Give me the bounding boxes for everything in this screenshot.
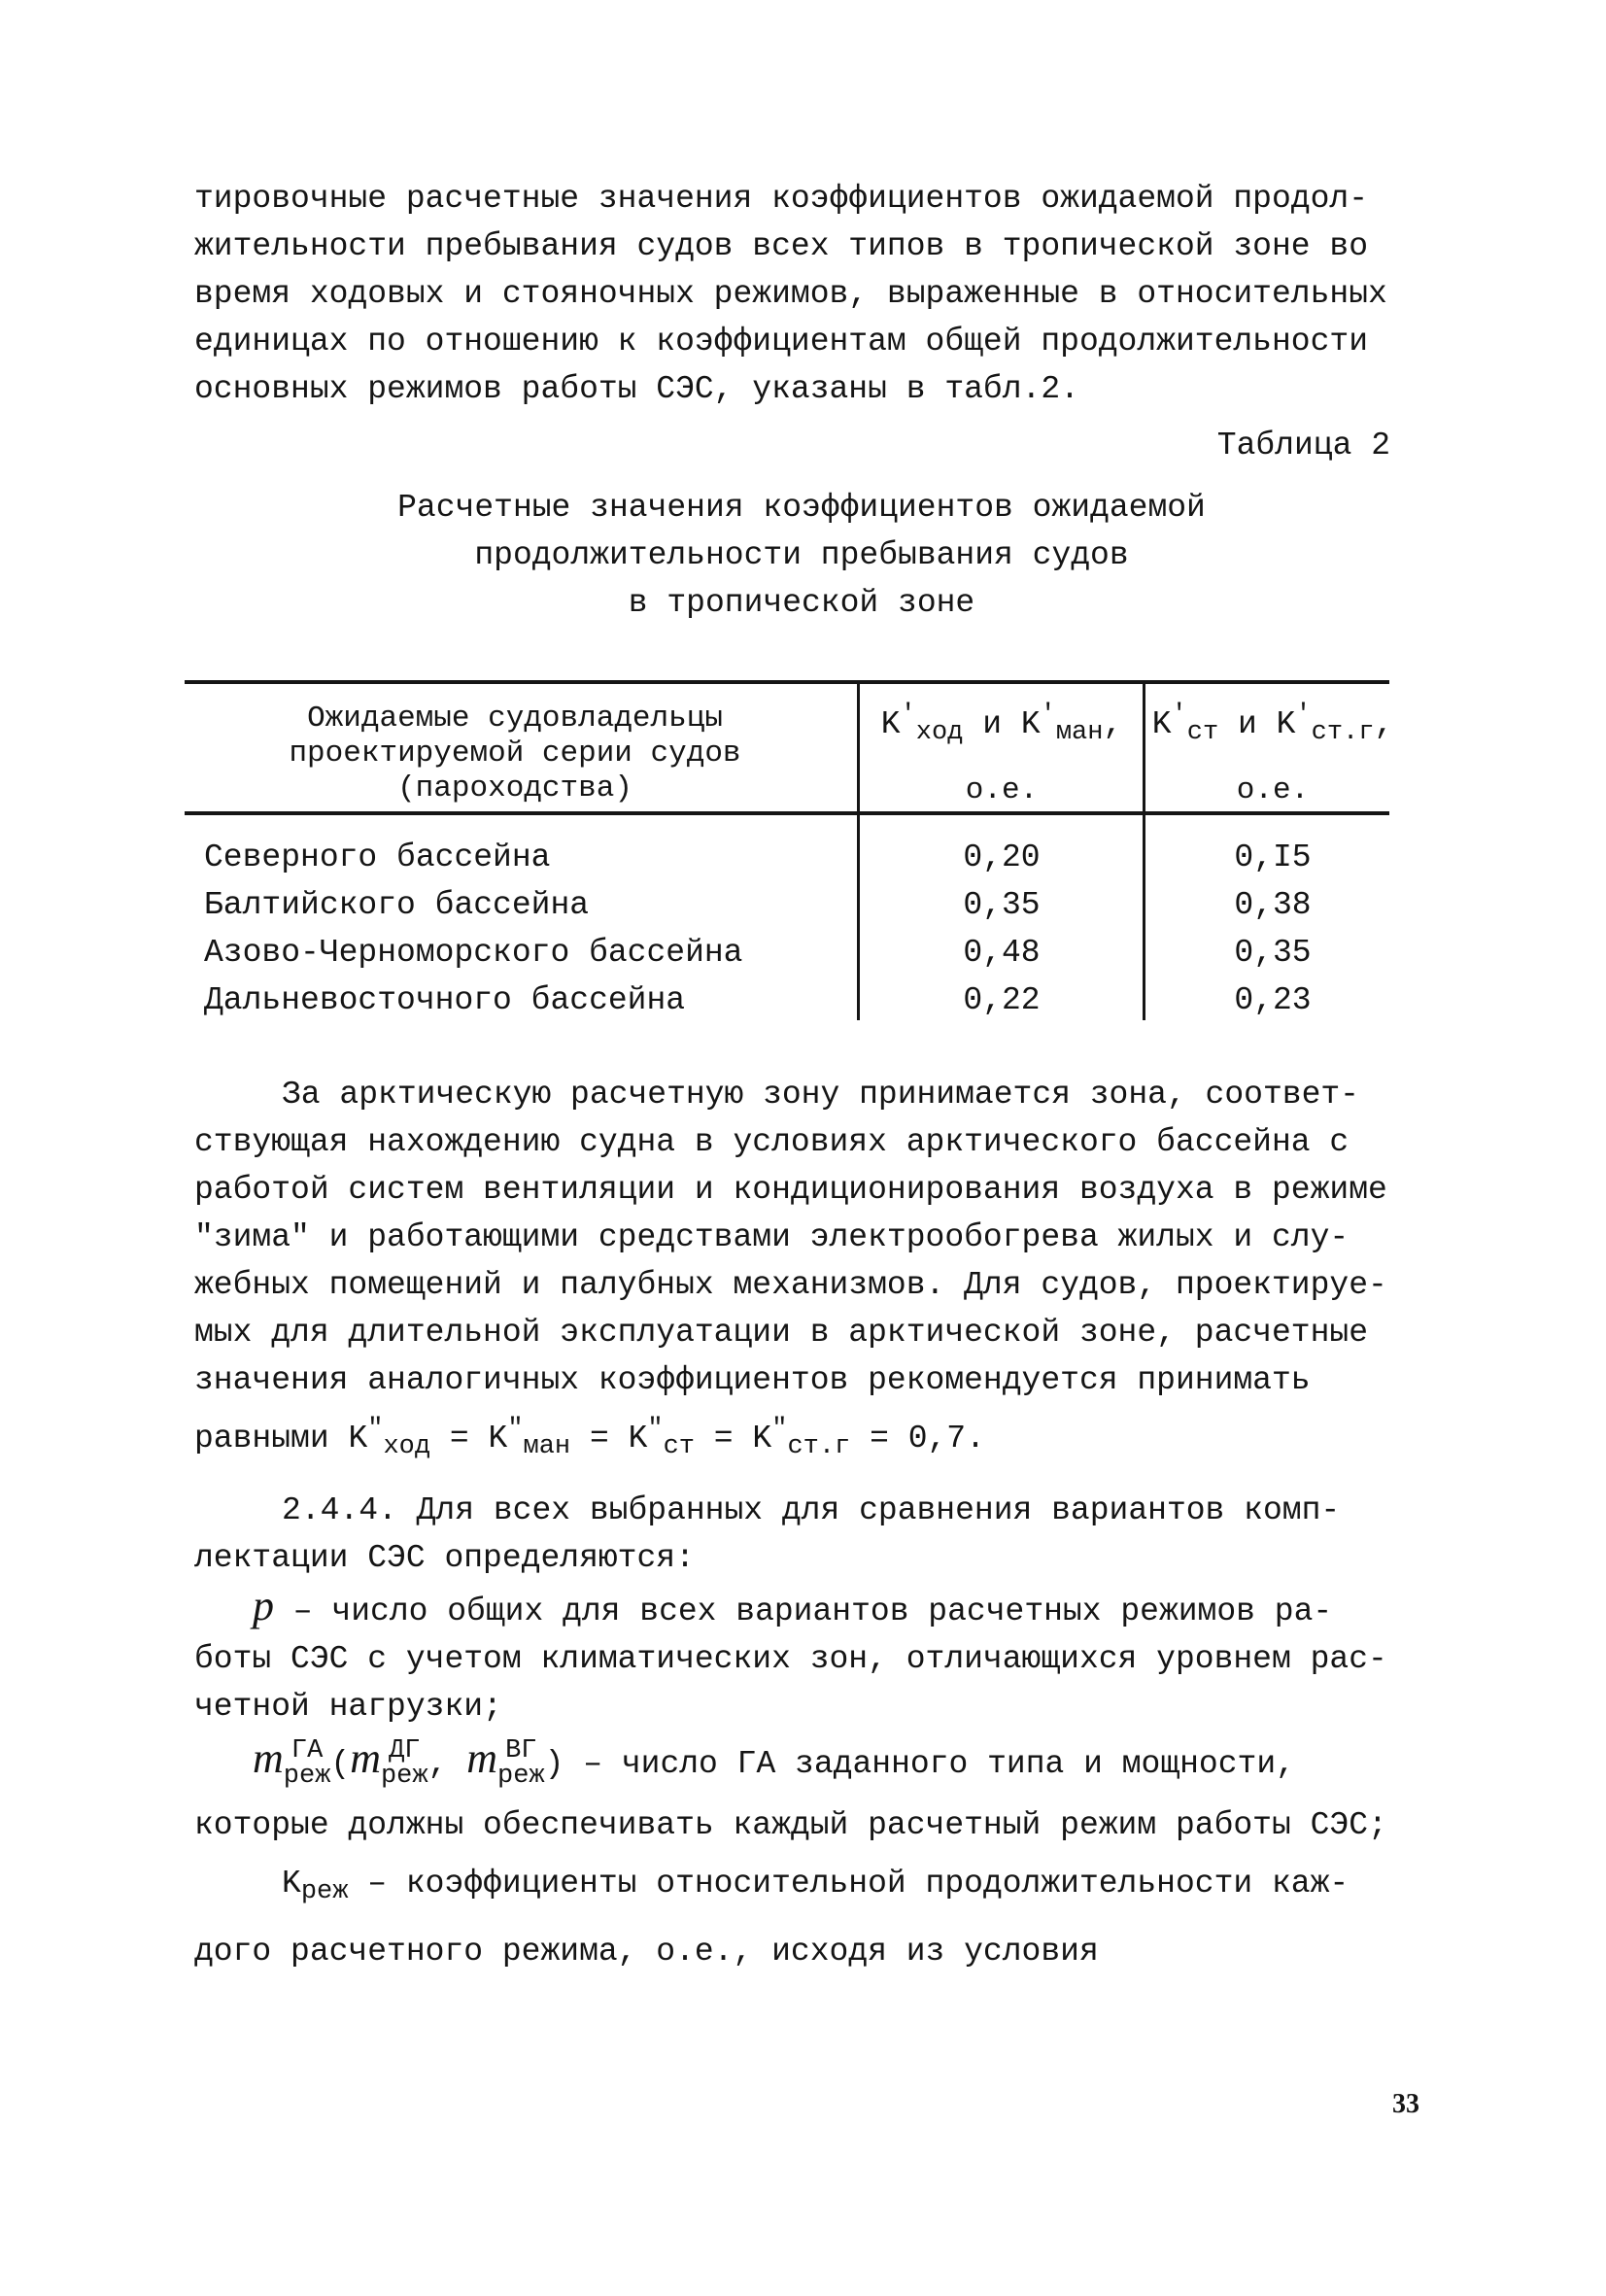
paren: ) bbox=[544, 1746, 564, 1782]
superscript: ДГ bbox=[389, 1736, 421, 1766]
subscript: ман bbox=[523, 1432, 571, 1461]
table-label: Таблица 2 bbox=[1216, 428, 1390, 463]
page-number: 33 bbox=[1392, 2089, 1419, 2119]
header-line: проектируемой серии судов bbox=[289, 737, 741, 771]
p-definition bbox=[194, 1582, 1389, 1731]
arctic-line: работой систем вентиляции и кондиционирования воздуха в режиме bbox=[194, 1172, 1387, 1208]
superscript: ГА bbox=[290, 1736, 324, 1766]
arctic-line: значения аналогичных коэффициентов рекомендуется принимать bbox=[194, 1362, 1311, 1398]
subscript: реж bbox=[300, 1877, 349, 1906]
symbol-K: K bbox=[1276, 706, 1296, 742]
m-definition bbox=[253, 1730, 1295, 1794]
intro-line: жительности пребывания судов всех типов в тропической зоне во bbox=[194, 228, 1368, 264]
subscript: реж bbox=[497, 1762, 545, 1792]
subscript: ст bbox=[1186, 718, 1219, 747]
conjunction: и bbox=[982, 706, 1002, 742]
p-definition-line: четной нагрузки; bbox=[194, 1689, 502, 1725]
table-title-line: Расчетные значения коэффициентов ожидаемой bbox=[397, 490, 1206, 526]
p-definition-text: – число общих для всех вариантов расчетных режимов ра- bbox=[274, 1593, 1333, 1629]
k-definition-text: – коэффициенты относительной продолжительности каж- bbox=[348, 1866, 1350, 1902]
arctic-line: За арктическую расчетную зону принимается зона, соответ- bbox=[282, 1077, 1359, 1113]
subscript: реж bbox=[283, 1762, 331, 1792]
arctic-formula bbox=[194, 1415, 985, 1461]
comma: , bbox=[427, 1746, 448, 1782]
intro-line: тировочные расчетные значения коэффициентов ожидаемой продол- bbox=[194, 181, 1368, 217]
table-column-divider bbox=[857, 682, 860, 1020]
symbol-p: p bbox=[253, 1582, 274, 1629]
subscript: ход bbox=[383, 1432, 431, 1461]
table-row-name: Балтийского бассейна bbox=[204, 887, 590, 923]
table-cell-k-st: 0,23 bbox=[1234, 982, 1312, 1018]
double-prime: ″ bbox=[507, 1415, 524, 1444]
table-header-rule bbox=[185, 811, 1389, 815]
table-cell-k-hod-man: 0,22 bbox=[963, 982, 1041, 1018]
table-cell-k-st: 0,I5 bbox=[1234, 840, 1312, 875]
header-line: (пароходства) bbox=[397, 771, 632, 805]
header-k-st: $K'_{ст}$ и $K'_{ст.г}$, о.е. bbox=[1146, 698, 1399, 808]
header-line: Ожидаемые судовладельцы bbox=[307, 702, 723, 736]
subscript: реж bbox=[380, 1762, 428, 1792]
table-title-line: в тропической зоне bbox=[628, 585, 975, 621]
table-top-rule bbox=[185, 680, 1389, 684]
subscript: ман bbox=[1055, 718, 1104, 747]
m-definition-text: – число ГА заданного типа и мощности, bbox=[564, 1746, 1295, 1782]
symbol-K: K bbox=[1151, 706, 1172, 742]
prime-mark: ′ bbox=[1171, 701, 1187, 730]
subscript: ход bbox=[915, 718, 964, 747]
subscript: ст bbox=[663, 1432, 695, 1461]
p-definition-line bbox=[194, 1582, 1389, 1635]
table-row-name: Дальневосточного бассейна bbox=[204, 982, 686, 1018]
subscript: ст.г bbox=[1311, 718, 1375, 747]
table-row-name: Азово-Черноморского бассейна bbox=[204, 935, 743, 971]
table-cell-k-hod-man: 0,48 bbox=[963, 935, 1041, 971]
equals-sign: = bbox=[870, 1421, 889, 1456]
symbol-K: K bbox=[488, 1421, 508, 1456]
intro-paragraph bbox=[194, 175, 1389, 413]
superscript: ВГ bbox=[505, 1736, 537, 1766]
symbol-K: K bbox=[752, 1421, 772, 1456]
conjunction: и bbox=[1237, 706, 1257, 742]
unit-label: о.е. bbox=[1236, 773, 1310, 807]
table-cell-k-st: 0,35 bbox=[1234, 935, 1312, 971]
arctic-paragraph bbox=[194, 1071, 1389, 1404]
symbol-K: K bbox=[628, 1421, 648, 1456]
symbol-m: m bbox=[466, 1734, 497, 1782]
symbol-m: m bbox=[253, 1734, 284, 1782]
intro-line: основных режимов работы СЭС, указаны в табл.2. bbox=[194, 371, 1079, 407]
paren: ( bbox=[330, 1746, 351, 1782]
equals-sign: = bbox=[449, 1421, 469, 1456]
subscript: ст.г bbox=[787, 1432, 851, 1461]
p-definition-line: боты СЭС с учетом климатических зон, отличающихся уровнем рас- bbox=[194, 1641, 1387, 1677]
k-definition bbox=[282, 1866, 1349, 1906]
table-row-name: Северного бассейна bbox=[204, 840, 551, 875]
table-cell-k-hod-man: 0,20 bbox=[963, 840, 1041, 875]
symbol-K: K bbox=[282, 1866, 301, 1902]
symbol-K: K bbox=[348, 1421, 368, 1456]
table-column-divider bbox=[1143, 682, 1145, 1020]
m-definition-line2: которые должны обеспечивать каждый расчетный режим работы СЭС; bbox=[194, 1807, 1387, 1843]
table-cell-k-hod-man: 0,35 bbox=[963, 887, 1041, 923]
arctic-line: мых для длительной эксплуатации в арктической зоне, расчетные bbox=[194, 1315, 1368, 1351]
intro-line: время ходовых и стояночных режимов, выраженные в относительных bbox=[194, 276, 1387, 312]
unit-label: о.е. bbox=[965, 773, 1039, 807]
equals-sign: = bbox=[713, 1421, 734, 1456]
symbol-K: K bbox=[880, 706, 901, 742]
arctic-line: ствующая нахождению судна в условиях арктического бассейна с bbox=[194, 1124, 1350, 1160]
formula-value: 0,7. bbox=[907, 1421, 985, 1456]
arctic-line: "зима" и работающими средствами электрообогрева жилых и слу- bbox=[194, 1219, 1350, 1255]
double-prime: ″ bbox=[367, 1415, 384, 1444]
prime-mark: ′ bbox=[1040, 701, 1056, 730]
arctic-line: жебных помещений и палубных механизмов. Для судов, проектируе- bbox=[194, 1267, 1387, 1303]
header-owners bbox=[194, 702, 836, 806]
table-title bbox=[291, 484, 1312, 627]
prime-mark: ′ bbox=[900, 701, 916, 730]
section-line: лектации СЭС определяются: bbox=[194, 1540, 695, 1576]
symbol-m: m bbox=[350, 1734, 381, 1782]
k-definition-line2: дого расчетного режима, о.е., исходя из условия bbox=[194, 1934, 1099, 1970]
double-prime: ″ bbox=[771, 1415, 788, 1444]
formula-lead: равными bbox=[194, 1421, 329, 1456]
symbol-K: K bbox=[1020, 706, 1041, 742]
prime-mark: ′ bbox=[1295, 701, 1312, 730]
double-prime: ″ bbox=[647, 1415, 664, 1444]
table-cell-k-st: 0,38 bbox=[1234, 887, 1312, 923]
section-paragraph bbox=[194, 1487, 1389, 1582]
intro-line: единицах по отношению к коэффициентам общей продолжительности bbox=[194, 324, 1368, 360]
section-line: 2.4.4. Для всех выбранных для сравнения вариантов комп- bbox=[282, 1492, 1341, 1528]
table-title-line: продолжительности пребывания судов bbox=[474, 537, 1129, 573]
equals-sign: = bbox=[589, 1421, 609, 1456]
header-k-hod-man: $K'_{ход}$ и $K'_{ман}$, о.е. bbox=[861, 698, 1143, 808]
